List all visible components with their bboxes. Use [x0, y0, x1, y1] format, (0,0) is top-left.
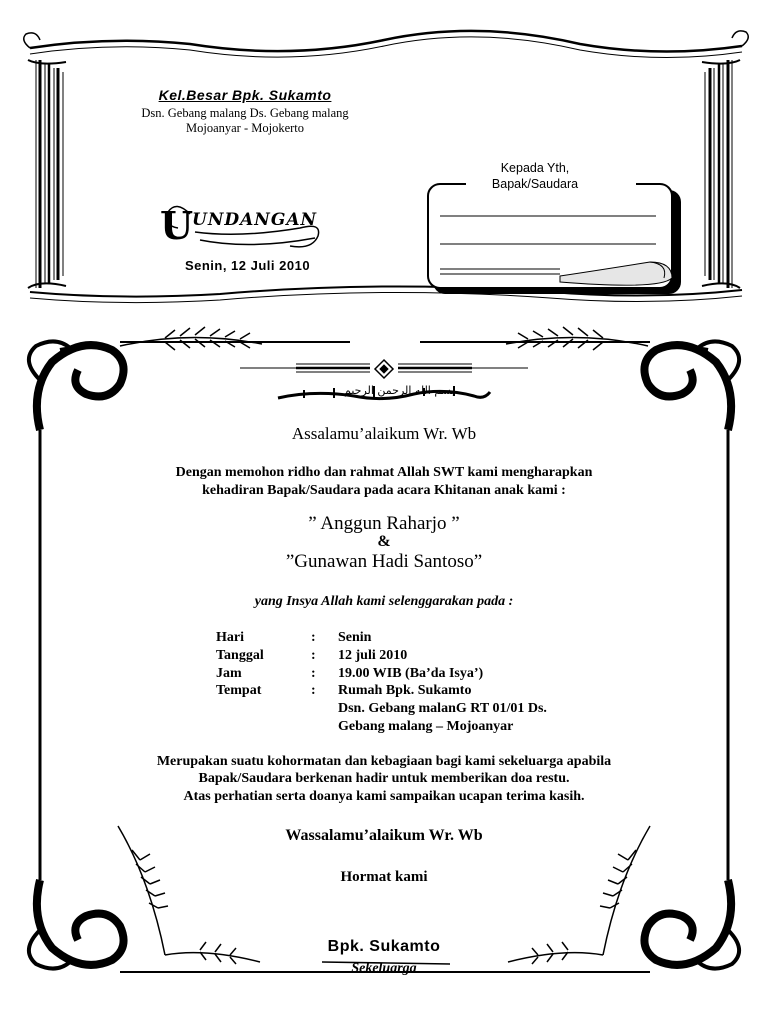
detail-value-day: Senin — [338, 630, 372, 645]
sender-name: Kel.Besar Bpk. Sukamto — [158, 87, 332, 103]
child-name-2: ”Gunawan Hadi Santoso” — [285, 551, 483, 572]
detail-label-place: Tempat — [216, 683, 262, 698]
wheat-bottom-left — [118, 826, 260, 964]
child-name-1: ” Anggun Raharjo ” — [308, 513, 460, 534]
detail-value-place: Rumah Bpk. Sukamto — [338, 683, 472, 698]
corner-scroll-bottom-right — [644, 880, 739, 969]
undangan-logo: U — [160, 203, 194, 248]
detail-value-date: 12 juli 2010 — [338, 648, 408, 663]
sender-address-line2: Mojoanyar - Mojokerto — [185, 121, 305, 135]
intro-line2: kehadiran Bapak/Saudara pada acara Khitanan anak kami : — [202, 483, 566, 498]
wheat-top-left — [120, 327, 262, 350]
closing-line1: Merupakan suatu kohormatan dan kebagiaan bagi kami sekeluarga apabila — [156, 754, 612, 769]
detail-address-line2: Gebang malang – Mojoanyar — [338, 719, 514, 734]
corner-scroll-bottom-left — [29, 880, 124, 969]
header-ornament — [240, 360, 528, 378]
detail-value-time: 19.00 WIB (Ba’da Isya’) — [338, 666, 484, 681]
recipient-label: Kepada Yth, — [500, 161, 570, 175]
basmalah-text: بسم الله الرحمن الرحيم — [344, 384, 455, 397]
detail-label-time: Jam — [216, 666, 242, 681]
recipient-title: Bapak/Saudara — [491, 177, 579, 191]
ampersand: & — [377, 533, 391, 550]
closing-line2: Bapak/Saudara berkenan hadir untuk memberikan doa restu. — [198, 771, 570, 786]
detail-colon: : — [311, 648, 316, 663]
signature-name: Bpk. Sukamto — [327, 938, 441, 955]
detail-colon: : — [311, 683, 316, 698]
farewell: Wassalamu’alaikum Wr. Wb — [285, 827, 483, 844]
undangan-title: UNDANGAN — [192, 210, 318, 230]
closing-line3: Atas perhatian serta doanya kami sampaikan ucapan terima kasih. — [183, 789, 585, 804]
detail-colon: : — [311, 666, 316, 681]
sender-address-line1: Dsn. Gebang malang Ds. Gebang malang — [141, 106, 349, 120]
regards: Hormat kami — [340, 869, 428, 885]
detail-address-line1: Dsn. Gebang malanG RT 01/01 Ds. — [338, 701, 547, 716]
envelope-date: Senin, 12 Juli 2010 — [184, 258, 311, 273]
wheat-top-right — [506, 327, 648, 350]
detail-label-date: Tanggal — [216, 648, 264, 663]
detail-label-day: Hari — [216, 630, 244, 645]
basmalah-calligraphy — [274, 380, 494, 408]
corner-scroll-top-right — [644, 341, 739, 430]
signature-family: Sekeluarga — [351, 961, 417, 976]
held-text: yang Insya Allah kami selenggarakan pada : — [254, 594, 514, 609]
wheat-bottom-right — [508, 826, 650, 964]
corner-scroll-top-left — [29, 341, 124, 430]
greeting: Assalamu’alaikum Wr. Wb — [291, 424, 477, 443]
intro-line1: Dengan memohon ridho dan rahmat Allah SWT kami mengharapkan — [175, 465, 593, 480]
detail-colon: : — [311, 630, 316, 645]
